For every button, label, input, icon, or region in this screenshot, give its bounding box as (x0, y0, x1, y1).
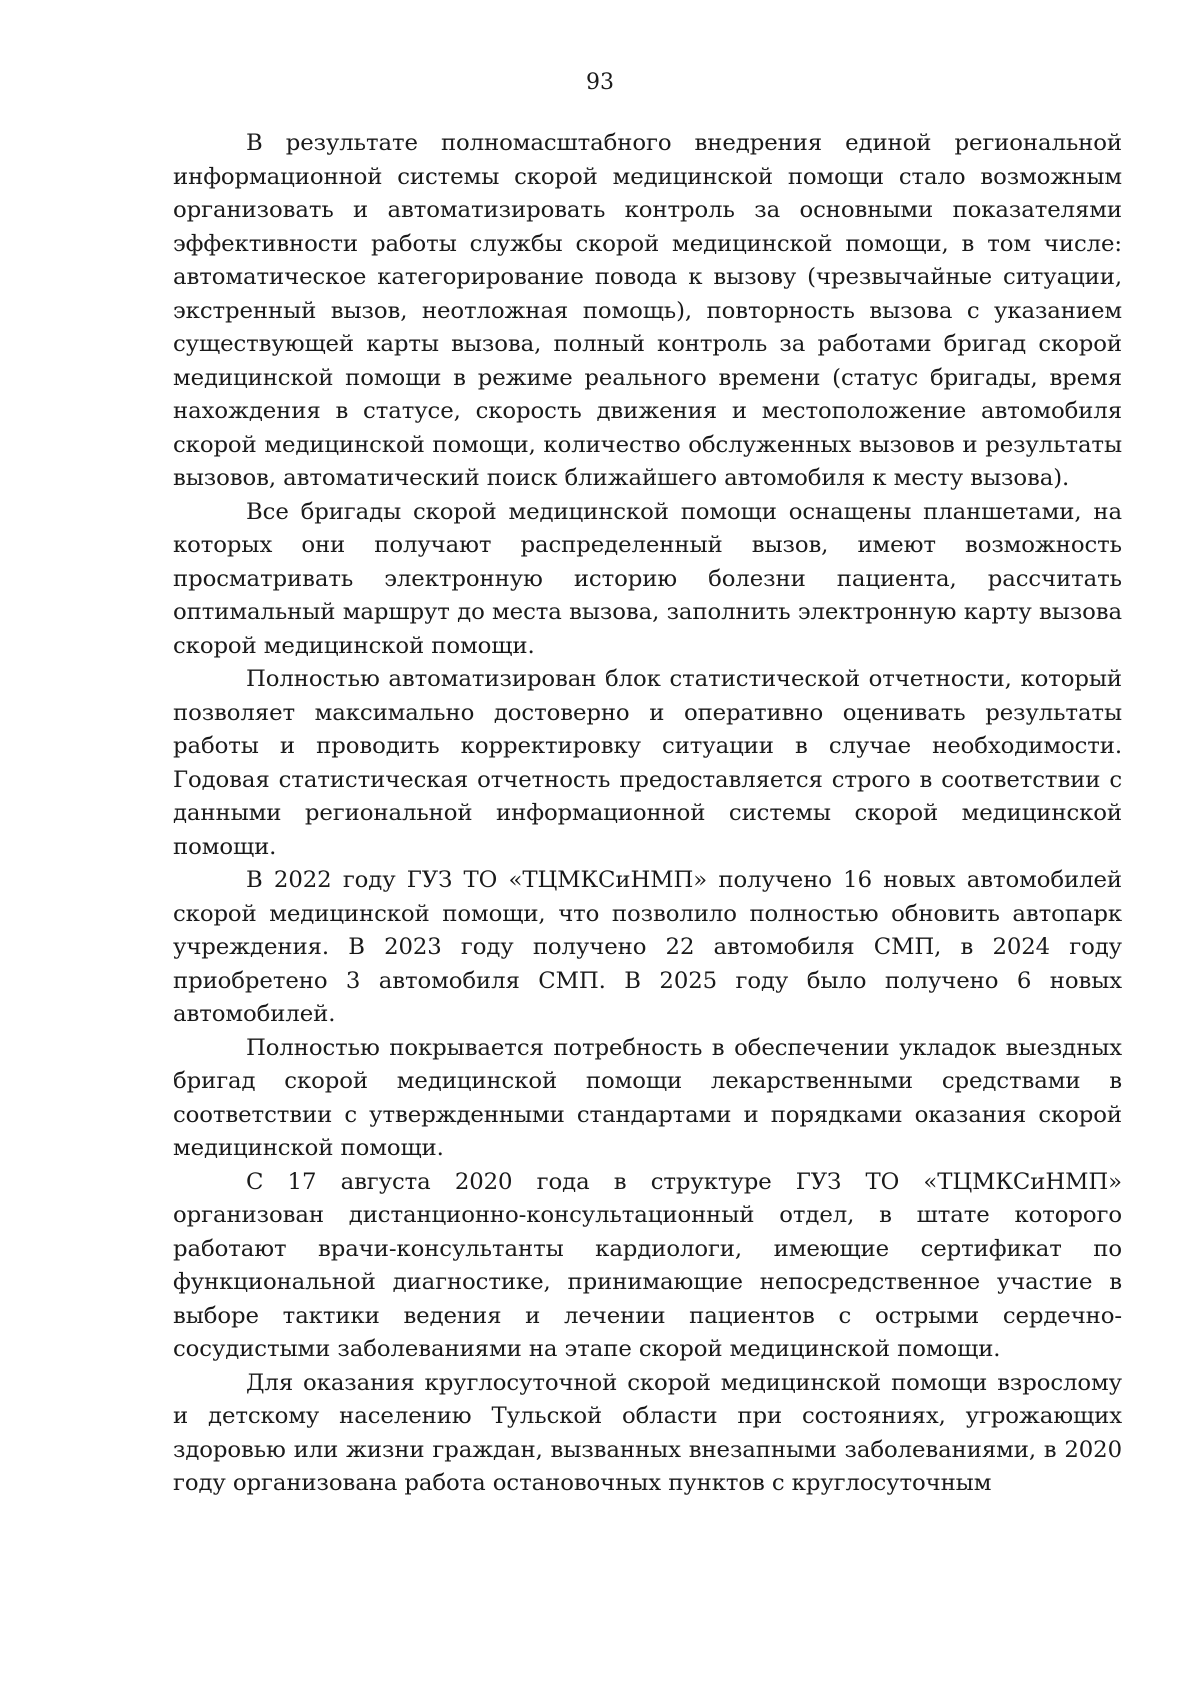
paragraph-statistics: Полностью автоматизирован блок статистической отчетности, который позволяет максимально достоверно и оперативно оценивать результаты работы и проводить корректировку ситуации в случае необходимости. Годовая статистическая отчетность предоставляется строго в соответствии с данными региональной информационной системы скорой медицинской помощи. (173, 666, 1122, 860)
paragraph-system-implementation: В результате полномасштабного внедрения единой региональной информационной системы скорой медицинской помощи стало возможным организовать и автоматизировать контроль за основными показателями эффективности работы службы скорой медицинской помощи, в том числе: автоматическое категорирование повода к вызову (чрезвычайные ситуации, экстренный вызов, неотложная помощь), повторность вызова с указанием существующей карты вызова, полный контроль за работами бригад скорой медицинской помощи в режиме реального времени (статус бригады, время нахождения в статусе, скорость движения и местоположение автомобиля скорой медицинской помощи, количество обслуженных вызовов и результаты вызовов, автоматический поиск ближайшего автомобиля к месту вызова). (173, 130, 1122, 491)
paragraph-medicines: Полностью покрывается потребность в обеспечении укладок выездных бригад скорой медицинской помощи лекарственными средствами в соответствии с утвержденными стандартами и порядками оказания скорой медицинской помощи. (173, 1034, 1122, 1161)
page-number: 93 (586, 70, 614, 95)
body-text (173, 127, 1122, 1501)
paragraph-stopping-points: Для оказания круглосуточной скорой медицинской помощи взрослому и детскому населению Тульской области при состояниях, угрожающих здоровью или жизни граждан, вызванных внезапными заболеваниями, в 2020 году организована работа остановочных пунктов с круглосуточным (173, 1369, 1122, 1496)
paragraph-consultation-department: С 17 августа 2020 года в структуре ГУЗ ТО «ТЦМКСиНМП» организован дистанционно-консультационный отдел, в штате которого работают врачи-консультанты кардиологи, имеющие сертификат по функциональной диагностике, принимающие непосредственное участие в выборе тактики ведения и лечении пациентов с острыми сердечно-сосудистыми заболеваниями на этапе скорой медицинской помощи. (173, 1168, 1122, 1362)
paragraph-vehicles: В 2022 году ГУЗ ТО «ТЦМКСиНМП» получено 16 новых автомобилей скорой медицинской помощи, что позволило полностью обновить автопарк учреждения. В 2023 году получено 22 автомобиля СМП, в 2024 году приобретено 3 автомобиля СМП. В 2025 году было получено 6 новых автомобилей. (173, 867, 1122, 1027)
paragraph-tablets: Все бригады скорой медицинской помощи оснащены планшетами, на которых они получают распределенный вызов, имеют возможность просматривать электронную историю болезни пациента, рассчитать оптимальный маршрут до места вызова, заполнить электронную карту вызова скорой медицинской помощи. (173, 498, 1122, 659)
